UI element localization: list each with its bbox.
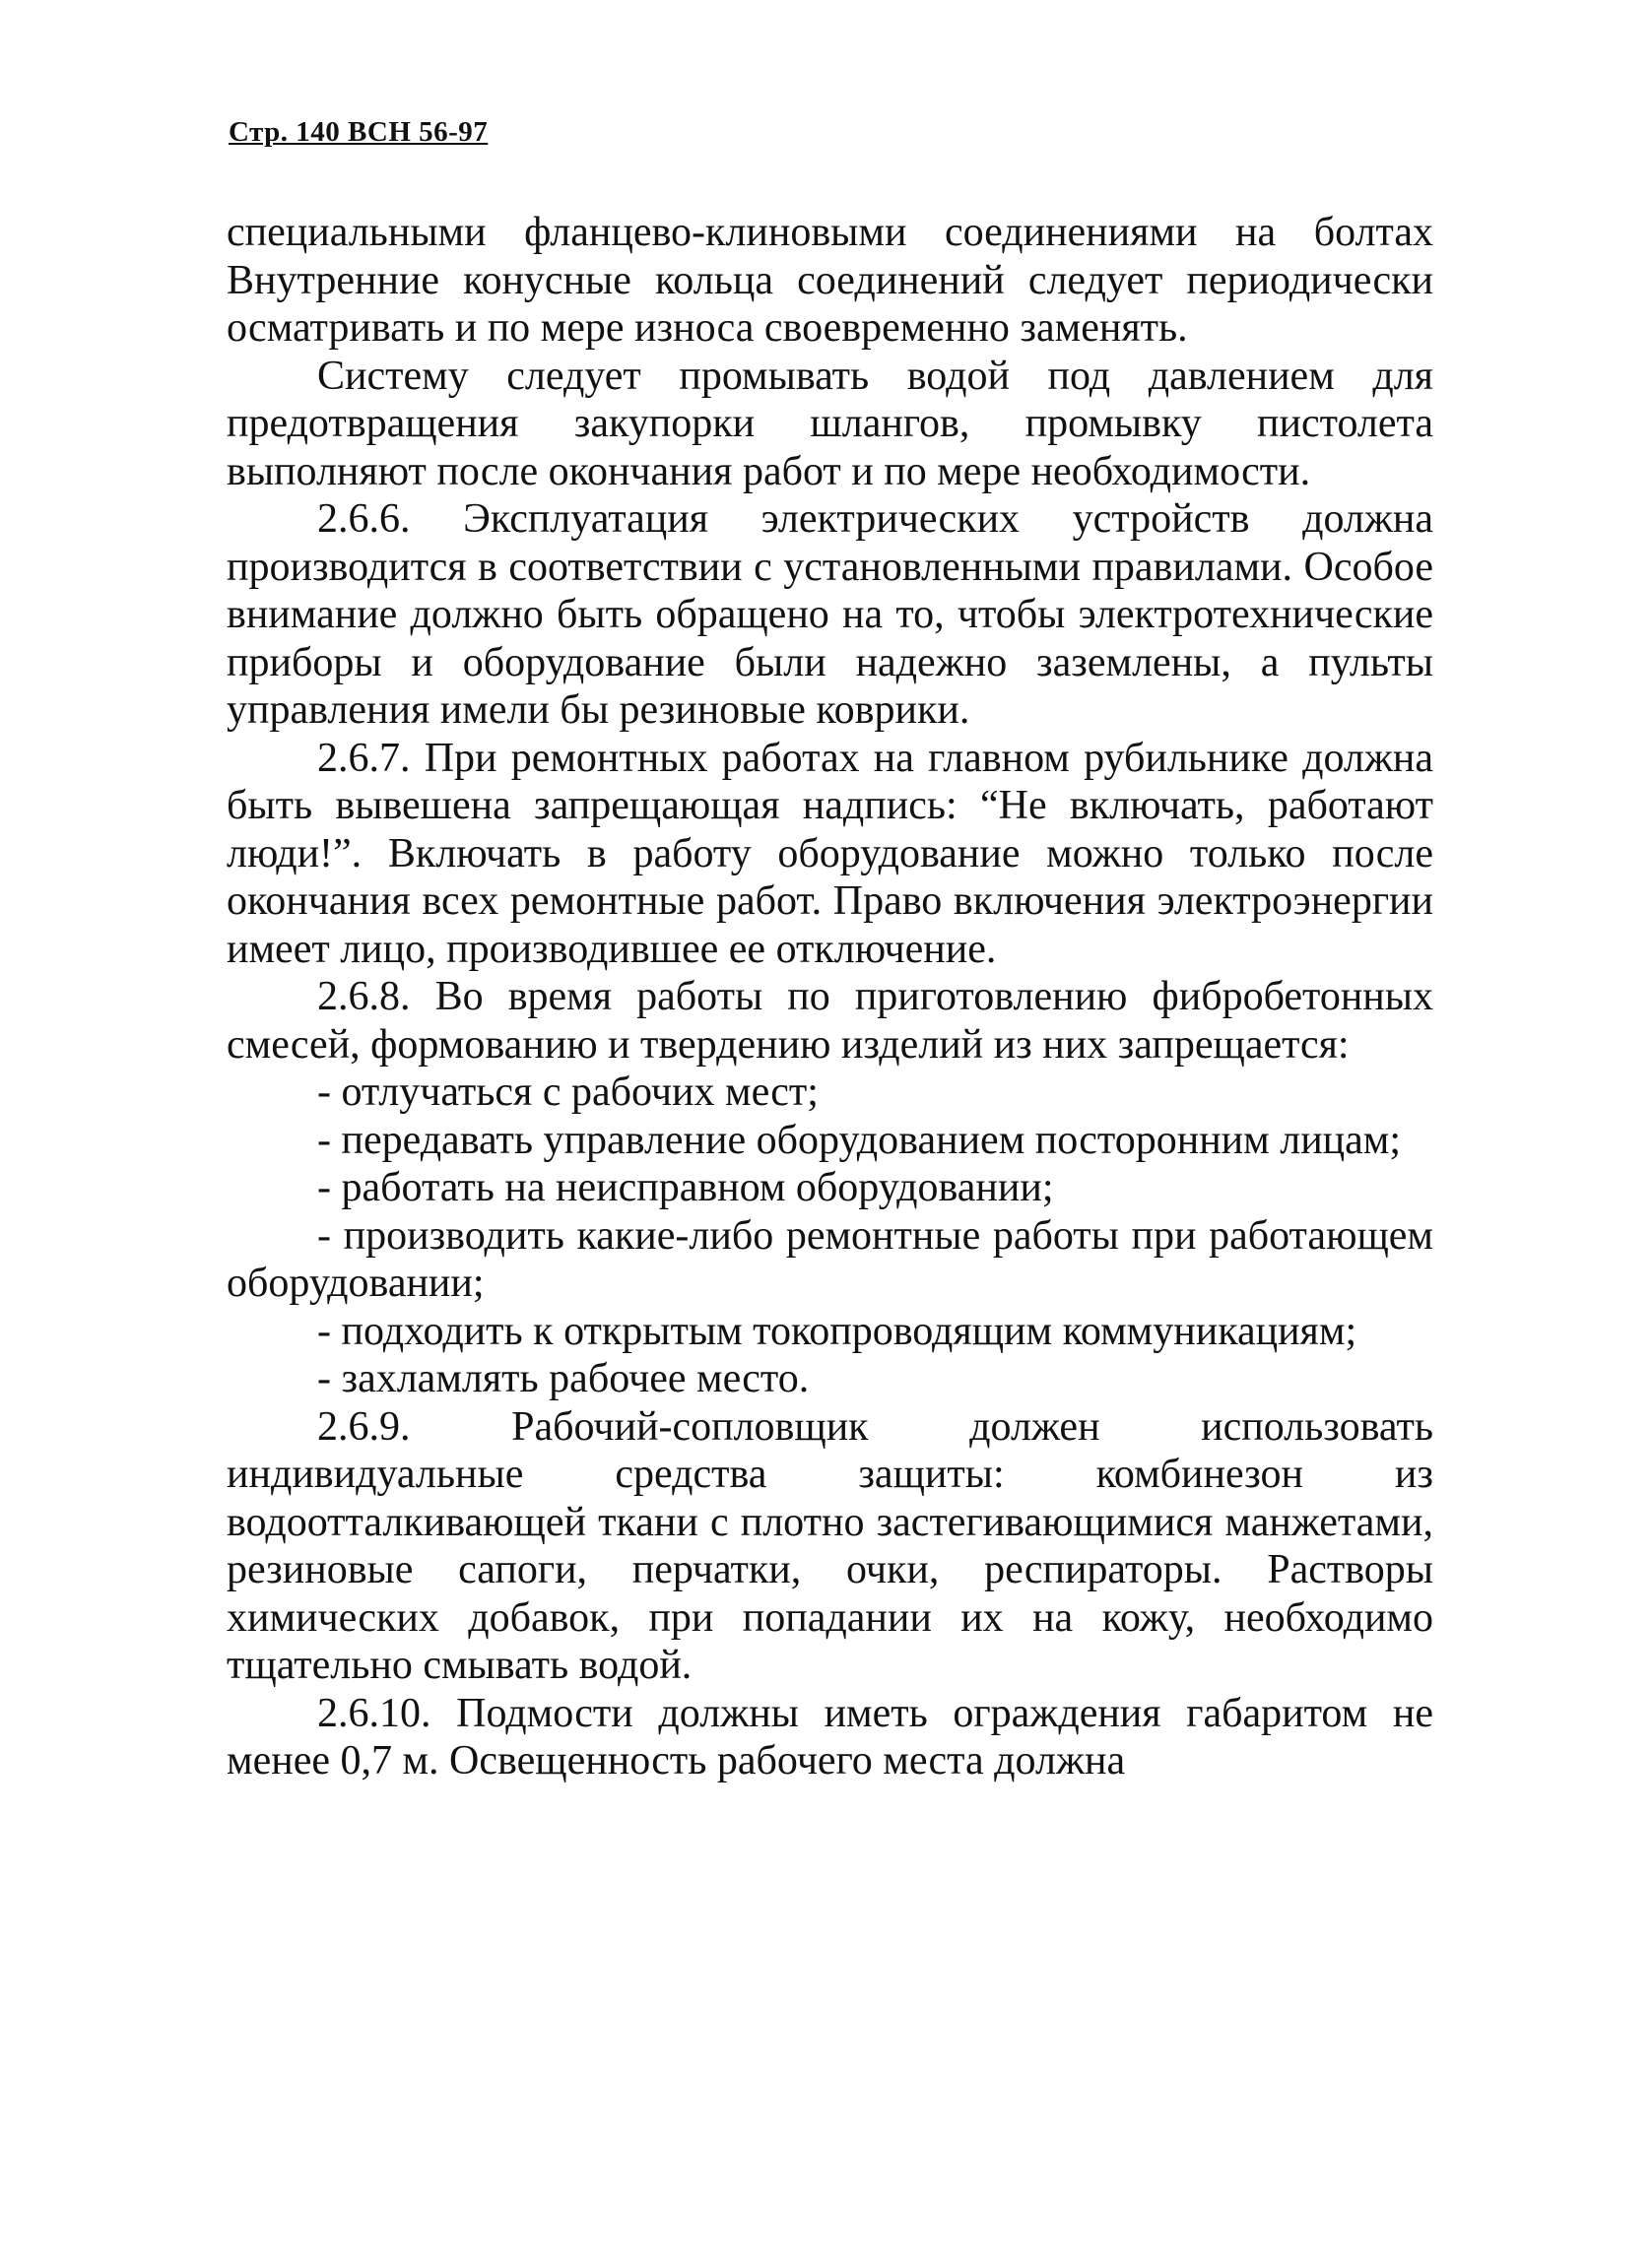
paragraph-continuation: специальными фланцево-клиновыми соединениями на болтах Внутренние конусные кольца соединений следует периодически осматривать и по мере износа своевременно заменять. [227,210,1433,351]
list-item: - производить какие-либо ремонтные работы при работающем оборудовании; [227,1212,1433,1306]
paragraph-2-6-8: 2.6.8. Во время работы по приготовлению фибробетонных смесей, формованию и твердению изделий из них запрещается: [227,974,1433,1068]
paragraph-2-6-7: 2.6.7. При ремонтных работах на главном рубильнике должна быть вывешена запрещающая надпись: “Не включать, работают люди!”. Включать в работу оборудование можно только после окончания всех ремонтные работ. Право включения электроэнергии имеет лицо, производившее ее отключение. [227,735,1433,972]
list-item: - захламлять рабочее место. [317,1356,810,1401]
paragraph-2-6-10: 2.6.10. Подмости должны иметь ограждения габаритом не менее 0,7 м. Освещенность рабочего места должна [227,1690,1433,1783]
page-header: Стр. 140 ВСН 56-97 [229,116,489,148]
body-text [227,209,1433,1785]
paragraph-2-6-6: 2.6.6. Эксплуатация электрических устройств должна производится в соответствии с установленными правилами. Особое внимание должно быть обращено на то, чтобы электротехнические приборы и оборудование были надежно заземлены, а пульты управления имели бы резиновые коврики. [227,496,1433,733]
list-item: - подходить к открытым токопроводящим коммуникациям; [317,1308,1357,1354]
list-item: - передавать управление оборудованием посторонним лицам; [317,1117,1402,1163]
paragraph-system-flushing: Систему следует промывать водой под давлением для предотвращения закупорки шлангов, промывку пистолета выполняют после окончания работ и по мере необходимости. [227,353,1433,494]
paragraph-2-6-9: 2.6.9. Рабочий-сопловщик должен использовать индивидуальные средства защиты: комбинезон из водоотталкивающей ткани с плотно застегивающимися манжетами, резиновые сапоги, перчатки, очки, респираторы. Растворы химических добавок, при попадании их на кожу, необходимо тщательно смывать водой. [227,1403,1433,1688]
list-item: - отлучаться с рабочих мест; [317,1069,819,1115]
list-item: - работать на неисправном оборудовании; [317,1165,1054,1210]
